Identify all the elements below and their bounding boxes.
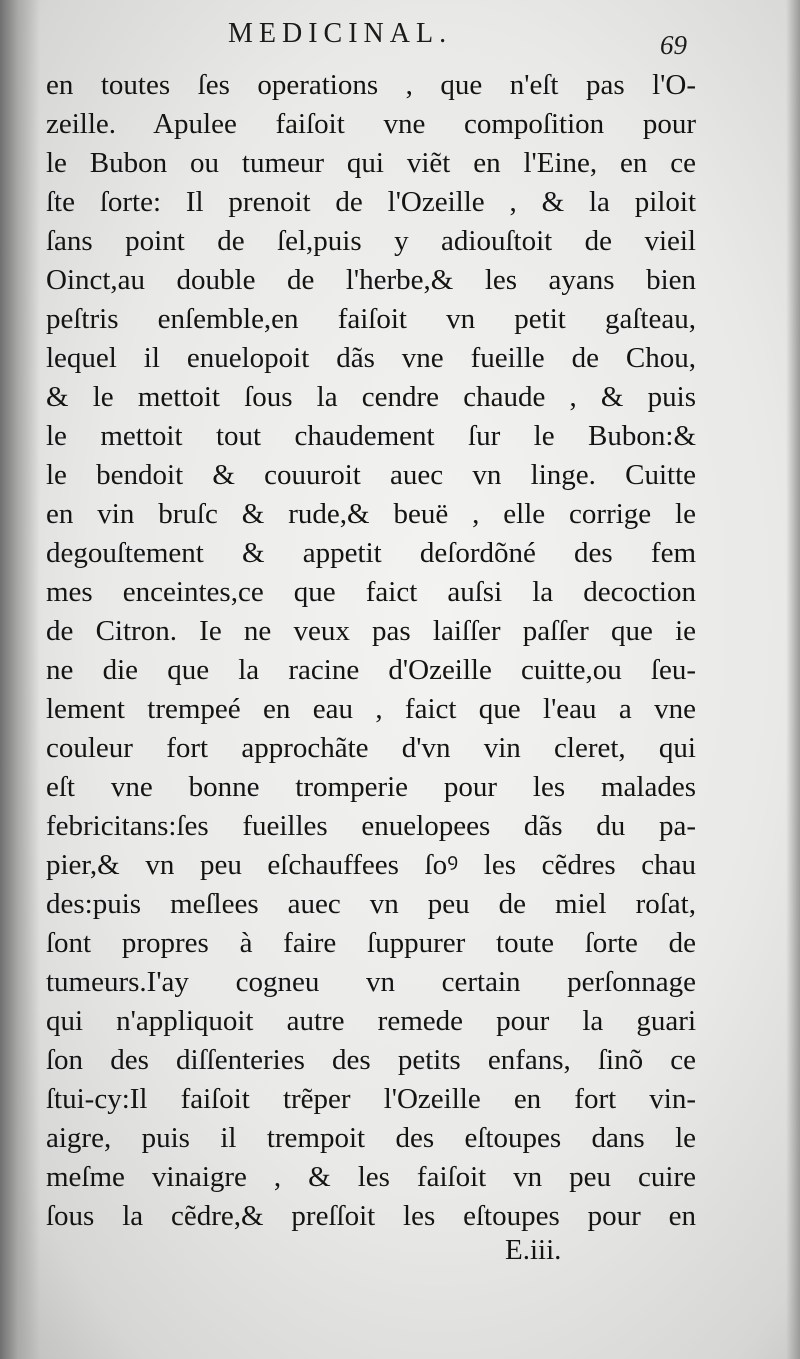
text-line: des:puis meſlees auec vn peu de miel roſat, [46,888,696,920]
text-line: pier,& vn peu eſchauffees ſoꝰ les cẽdres chau [46,849,696,881]
text-line: en toutes ſes operations , que n'eſt pas l'O- [46,69,696,101]
text-line: qui n'appliquoit autre remede pour la guari [46,1005,696,1037]
text-line: aigre, puis il trempoit des eſtoupes dans le [46,1122,696,1154]
text-line: ne die que la racine d'Ozeille cuitte,ou ſeu- [46,654,696,686]
text-line: eſt vne bonne tromperie pour les malades [46,771,696,803]
text-line: tumeurs.I'ay cogneu vn certain perſonnage [46,966,696,998]
running-title: MEDICINAL. [228,18,453,49]
text-line: mes enceintes,ce que faict auſsi la decoction [46,576,696,608]
text-line: le mettoit tout chaudement ſur le Bubon:& [46,420,696,452]
text-line: le bendoit & couuroit auec vn linge. Cuitte [46,459,696,491]
text-line: le Bubon ou tumeur qui viẽt en l'Eine, en ce [46,147,696,179]
text-line: ſous la cẽdre,& preſſoit les eſtoupes pour en [46,1200,696,1232]
text-line: lement trempeé en eau , faict que l'eau a vne [46,693,696,725]
text-line: lequel il enuelopoit dãs vne fueille de Chou, [46,342,696,374]
text-line: ſans point de ſel,puis y adiouſtoit de vieil [46,225,696,257]
text-line: ſte ſorte: Il prenoit de l'Ozeille , & la piloit [46,186,696,218]
text-line: zeille. Apulee faiſoit vne compoſition pour [46,108,696,140]
text-line: ſont propres à faire ſuppurer toute ſorte de [46,927,696,959]
text-line: peſtris enſemble,en faiſoit vn petit gaſteau, [46,303,696,335]
text-line: Oinct,au double de l'herbe,& les ayans bien [46,264,696,296]
text-line: meſme vinaigre , & les faiſoit vn peu cuire [46,1161,696,1193]
text-line: couleur fort approchãte d'vn vin cleret, qui [46,732,696,764]
text-line: febricitans:ſes fueilles enuelopees dãs du pa- [46,810,696,842]
text-line: ſon des diſſenteries des petits enfans, ſinõ ce [46,1044,696,1076]
text-line: ſtui-cy:Il faiſoit trẽper l'Ozeille en fort vin- [46,1083,696,1115]
running-head [0,14,800,60]
body-text [46,66,696,1236]
text-line: degouſtement & appetit deſordõné des fem [46,537,696,569]
signature-mark: E.iii. [505,1234,562,1266]
text-line: en vin bruſc & rude,& beuë , elle corrige le [46,498,696,530]
page-number: 69 [660,30,687,60]
text-line: & le mettoit ſous la cendre chaude , & puis [46,381,696,413]
text-line: de Citron. Ie ne veux pas laiſſer paſſer que ie [46,615,696,647]
